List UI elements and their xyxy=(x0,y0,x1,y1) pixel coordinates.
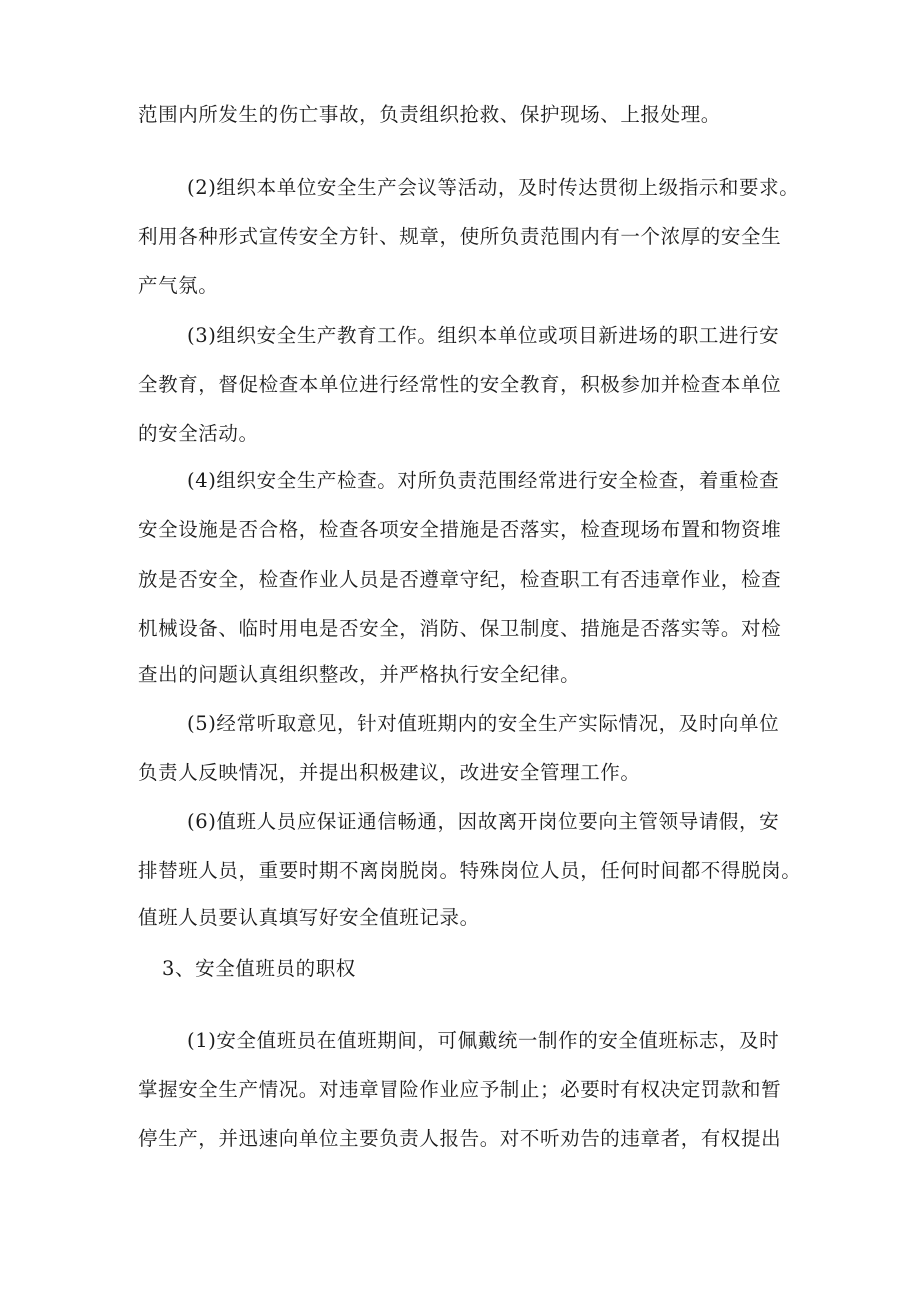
text-line: 安全设施是否合格，检查各项安全措施是否落实，检查现场布置和物资堆 xyxy=(138,518,782,541)
text-line: 利用各种形式宣传安全方针、规章，使所负责范围内有一个浓厚的安全生 xyxy=(138,225,782,248)
text-line: (3)组织安全生产教育工作。组织本单位或项目新进场的职工进行安 xyxy=(187,324,780,347)
text-line: (2)组织本单位安全生产会议等活动，及时传达贯彻上级指示和要求。 xyxy=(187,176,800,199)
text-line: (6)值班人员应保证通信畅通，因故离开岗位要向主管领导请假，安 xyxy=(187,810,780,833)
text-line: 负责人反映情况，并提出积极建议，改进安全管理工作。 xyxy=(138,761,641,784)
text-line: 排替班人员，重要时期不离岗脱岗。特殊岗位人员，任何时间都不得脱岗。 xyxy=(138,859,802,882)
text-line: 机械设备、临时用电是否安全，消防、保卫制度、措施是否落实等。对检 xyxy=(138,617,782,640)
text-line: 放是否安全，检查作业人员是否遵章守纪，检查职工有否违章作业，检查 xyxy=(138,568,782,591)
text-line: 掌握安全生产情况。对违章冒险作业应予制止；必要时有权决定罚款和暂 xyxy=(138,1078,782,1101)
text-line: 产气氛。 xyxy=(138,274,219,297)
text-line: 的安全活动。 xyxy=(138,422,259,445)
text-line: 全教育，督促检查本单位进行经常性的安全教育，积极参加并检查本单位 xyxy=(138,373,782,396)
text-line: 停生产，并迅速向单位主要负责人报告。对不听劝告的违章者，有权提出 xyxy=(138,1127,782,1150)
text-line: (5)经常听取意见，针对值班期内的安全生产实际情况，及时向单位 xyxy=(187,712,780,735)
text-line: (4)组织安全生产检查。对所负责范围经常进行安全检查，着重检查 xyxy=(187,469,780,492)
section-heading: 3、安全值班员的职权 xyxy=(162,957,356,980)
text-line: 查出的问题认真组织整改，并严格执行安全纪律。 xyxy=(138,663,581,686)
text-line: (1)安全值班员在值班期间，可佩戴统一制作的安全值班标志，及时 xyxy=(187,1029,780,1052)
text-line: 范围内所发生的伤亡事故，负责组织抢救、保护现场、上报处理。 xyxy=(138,103,721,126)
text-line: 值班人员要认真填写好安全值班记录。 xyxy=(138,906,480,929)
